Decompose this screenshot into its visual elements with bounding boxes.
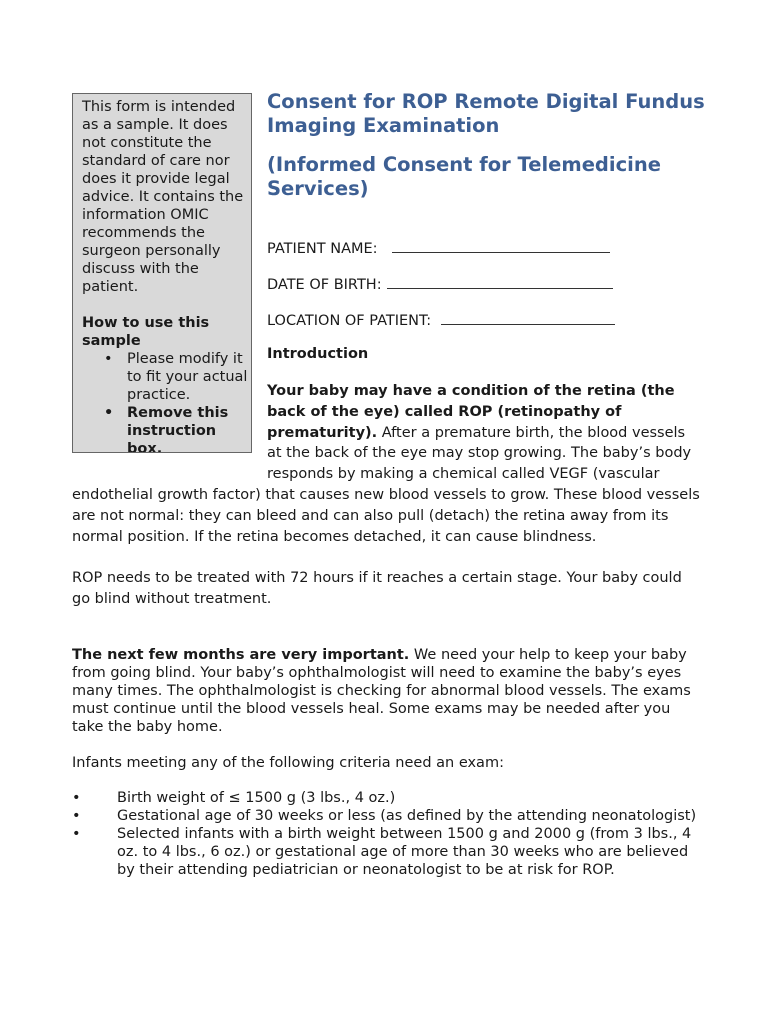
form-title: Consent for ROP Remote Digital Fundus Imaging Examination [267, 90, 705, 137]
dob-line[interactable] [387, 274, 613, 289]
criteria-item: • Birth weight of ≤ 1500 g (3 lbs., 4 oz.) [72, 790, 396, 806]
criteria-lead: Infants meeting any of the following criteria need an exam: [72, 755, 504, 771]
bullet-icon: • [72, 826, 81, 842]
intro-paragraph [72, 381, 700, 547]
bullet-icon: • [72, 790, 81, 806]
criteria-list [72, 789, 700, 879]
location-field[interactable] [267, 310, 615, 329]
criteria-item: • Selected infants with a birth weight between 1500 g and 2000 g (from 3 lbs., 4 oz. to 4 lbs., 6 oz.) or gestational age of more than 30 weeks who are believed by their attending pediatrician or neonatologist to be at risk for ROP. [72, 826, 692, 878]
months-text: We need your help to keep your baby from going blind. Your baby’s ophthalmologist will need to examine the baby’s eyes many times. The ophthalmologist is checking for abnormal blood vessels. The exams must continue until the blood vessels heal. Some exams may be needed after you take the baby home. [72, 647, 691, 735]
sample-disclaimer: This form is intended as a sample. It does not constitute the standard of care nor does it provide legal advice. It contains the information OMIC recommends the surgeon personally discuss with the patient. [82, 99, 244, 295]
form-title-block [267, 90, 707, 201]
patient-name-line[interactable] [392, 238, 610, 253]
dob-field[interactable] [267, 274, 613, 293]
form-subtitle: (Informed Consent for Telemedicine Services) [267, 153, 661, 200]
intro-lead-bold: Your baby may have a condition of the retina (the back of the eye) called ROP (retinopathy of prematurity). [267, 383, 675, 441]
location-label: LOCATION OF PATIENT: [267, 313, 432, 329]
introduction-heading: Introduction [267, 346, 369, 362]
months-paragraph [72, 646, 700, 736]
dob-label: DATE OF BIRTH: [267, 277, 382, 293]
howto-item: • Please modify it to fit your actual practice. [82, 350, 251, 404]
intro-lead-text: After a premature birth, the blood vessels at the back of the eye may stop growing. The baby’s body responds by making a chemical called VEGF (vascular endothelial growth factor) that causes new blood vessels to grow. These blood vessels are not normal: they can bleed and can also pull (detach) the retina away from its normal position. If the retina becomes detached, it can cause blindness. [72, 424, 700, 545]
howto-title: How to use this sample [82, 315, 210, 349]
months-bold: The next few months are very important. [72, 647, 410, 663]
howto-item: • Remove this instruction box. [82, 404, 251, 453]
location-line[interactable] [441, 310, 615, 325]
patient-name-label: PATIENT NAME: [267, 241, 378, 257]
treatment-paragraph: ROP needs to be treated with 72 hours if it reaches a certain stage. Your baby could go blind without treatment. [72, 570, 682, 607]
bullet-icon: • [72, 808, 81, 824]
patient-name-field[interactable] [267, 238, 610, 257]
criteria-item: • Gestational age of 30 weeks or less (as defined by the attending neonatologist) [72, 808, 697, 824]
